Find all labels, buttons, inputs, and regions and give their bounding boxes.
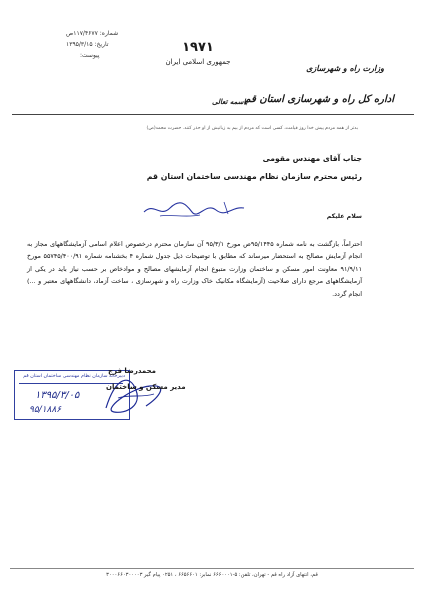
signatory-name: محمدرضا فرج [108,367,156,375]
footer-divider [10,568,414,569]
stamp-header: دبیرخانه سازمان نظام مهندسی ساختمان استان قم [23,374,125,379]
department-name: اداره کل راه و شهرسازی استان قم [244,94,394,105]
letter-number [66,30,118,37]
number-value: ۱۱۷/۴۶۷۷ص [66,30,98,37]
ministry-name: وزارت راه و شهرسازی [306,64,384,73]
attachment-label: پیوست: [80,52,100,59]
number-label: شماره: [99,30,119,37]
stamp-date: ۱۳۹۵/۳/۰۵ [35,390,80,401]
letter-attachment [80,52,100,59]
bismillah: باسمه تعالی [212,98,248,106]
signatory-title: مدیر مسکن و ساختمان [106,383,186,391]
date-label: تاریخ: [94,41,109,48]
signature-scribble [96,368,166,424]
letter-date [66,41,109,48]
footer-contact: قم، انتهای آزاد راه قم - تهران، تلفن: ۵-۶۶۶۰۰۰۱ نمابر: ۶۶۵۶۶۰۱ ، ۰۲۵۱ پیام گیر ۳۰۰۰۶۶۰۳۰۰۰۰۳ [106,572,318,578]
government-name: جمهوری اسلامی ایران [165,58,231,66]
motto-quote: بدتر از همه مردم پیش خدا روز قیامت، کسی است که مردم از بیم بد زبانیش از او حذر کنند. حضرت محمد(ص) [146,126,358,131]
stamp-number: ۹۵/۱۸۸۶ [29,405,62,415]
emblem-logo: ۱۹۷۱ [182,40,214,55]
recipient-line-1: جناب آقای مهندس مقومی [262,154,362,163]
letter-body: احتراماً، بازگشت به نامه شماره ۹۵/۱۴۴۵ص مورخ ۹۵/۳/۱ آن سازمان محترم درخصوص اعلام اسامی آزمایشگاههای مجاز به انجام آزمایش مصالح به استحضار میرساند که مطابق با توضیحات ذیل جدول شماره ۴ بخشنامه شماره ۵۵۷۴۵/۴۰۰/۹۱ مورخ ۹۱/۹/۱۱ معاونت امور مسکن و ساختمان وزارت متبوع انجام آزمایشهای مصالح و موادخاص بر حسب نیاز باید در یکی از آزمایشگاههای مرجع دارای صلاحیت (آزمایشگاه مکانیک خاک وزارت راه و شهرسازی ، ساخت آزماد، دانشگاههای معتبر و ...) انجام گردد. [27,240,363,298]
greeting: سلام علیکم [326,213,362,220]
recipient-line-2: رئیس محترم سازمان نظام مهندسی ساختمان استان قم [146,172,362,181]
date-value: ۱۳۹۵/۳/۱۵ [66,41,93,48]
header-divider [12,114,414,115]
handwritten-note [140,196,250,222]
